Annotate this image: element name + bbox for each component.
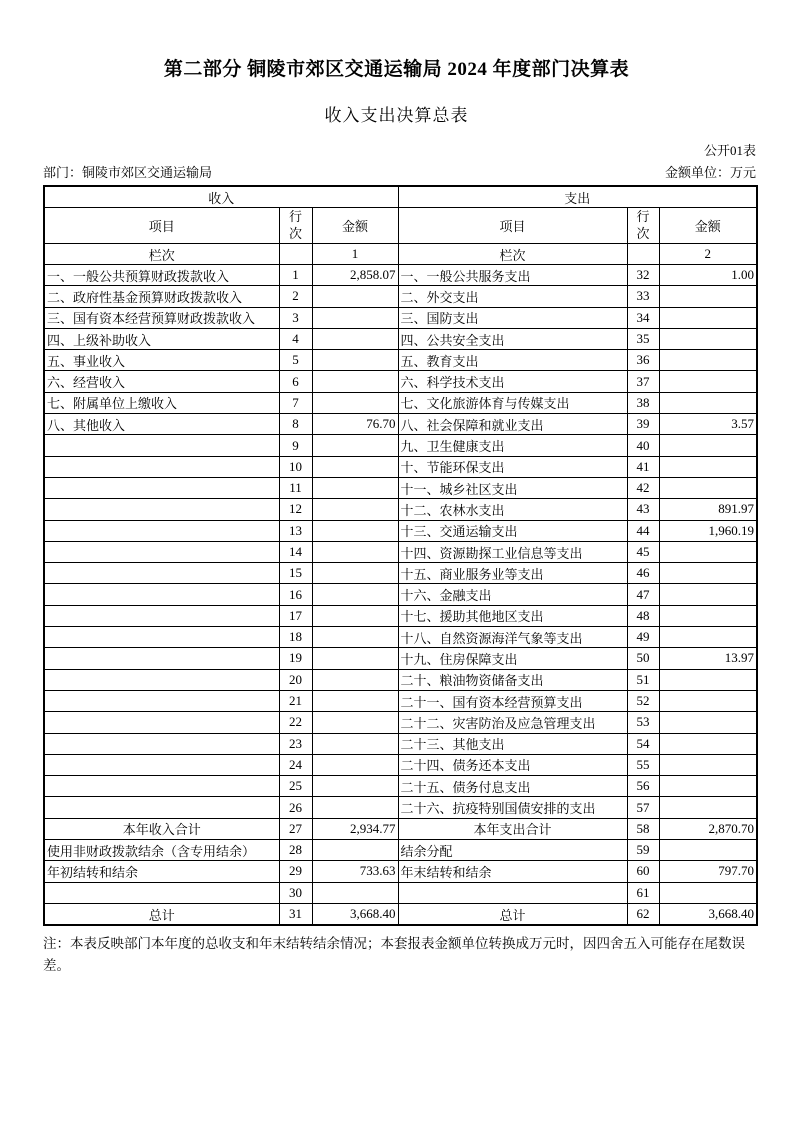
income-line-cell: 26 bbox=[279, 797, 312, 818]
expense-item-cell: 二十三、其他支出 bbox=[398, 733, 627, 754]
income-amount-cell bbox=[312, 882, 398, 903]
expense-amount-cell: 891.97 bbox=[659, 499, 757, 520]
section-header-row bbox=[44, 186, 757, 208]
expense-item-cell: 十、节能环保支出 bbox=[398, 456, 627, 477]
expense-line-cell: 37 bbox=[627, 371, 659, 392]
income-item-cell bbox=[44, 584, 279, 605]
expense-amount-cell bbox=[659, 840, 757, 861]
expense-column-index-line bbox=[627, 244, 659, 265]
income-line-cell: 29 bbox=[279, 861, 312, 882]
expense-item-cell: 二十五、债务付息支出 bbox=[398, 776, 627, 797]
expense-item-cell: 十五、商业服务业等支出 bbox=[398, 563, 627, 584]
income-line-cell: 23 bbox=[279, 733, 312, 754]
income-line-cell: 9 bbox=[279, 435, 312, 456]
expense-line-header-label: 行次 bbox=[636, 209, 650, 241]
table-row bbox=[44, 435, 757, 456]
expense-line-cell: 56 bbox=[627, 776, 659, 797]
income-amount-cell: 2,858.07 bbox=[312, 265, 398, 286]
expense-amount-cell bbox=[659, 712, 757, 733]
expense-item-cell: 十二、农林水支出 bbox=[398, 499, 627, 520]
expense-amount-cell bbox=[659, 541, 757, 562]
table-meta bbox=[43, 140, 756, 181]
expense-line-cell: 32 bbox=[627, 265, 659, 286]
expense-amount-cell bbox=[659, 392, 757, 413]
table-row bbox=[44, 776, 757, 797]
expense-item-cell: 十一、城乡社区支出 bbox=[398, 477, 627, 498]
table-row bbox=[44, 754, 757, 775]
expense-item-cell: 十八、自然资源海洋气象等支出 bbox=[398, 627, 627, 648]
income-amount-cell bbox=[312, 627, 398, 648]
income-amount-cell bbox=[312, 328, 398, 349]
expense-amount-cell bbox=[659, 690, 757, 711]
income-amount-cell bbox=[312, 477, 398, 498]
income-line-header-label: 行次 bbox=[288, 209, 302, 241]
expense-line-cell: 60 bbox=[627, 861, 659, 882]
income-item-header: 项目 bbox=[44, 208, 279, 244]
unit-label: 金额单位：万元 bbox=[664, 165, 756, 180]
expense-item-header: 项目 bbox=[398, 208, 627, 244]
expense-amount-cell: 1.00 bbox=[659, 265, 757, 286]
expense-item-cell: 十六、金融支出 bbox=[398, 584, 627, 605]
income-amount-cell: 76.70 bbox=[312, 414, 398, 435]
income-item-cell bbox=[44, 477, 279, 498]
income-item-cell bbox=[44, 669, 279, 690]
expense-item-cell: 二十二、灾害防治及应急管理支出 bbox=[398, 712, 627, 733]
expense-column-index: 2 bbox=[659, 244, 757, 265]
department-label: 部门：铜陵市郊区交通运输局 bbox=[43, 165, 213, 180]
table-row bbox=[44, 840, 757, 861]
income-amount-cell bbox=[312, 563, 398, 584]
income-line-cell: 17 bbox=[279, 605, 312, 626]
expense-amount-cell bbox=[659, 350, 757, 371]
income-item-cell: 五、事业收入 bbox=[44, 350, 279, 371]
income-item-cell: 年初结转和结余 bbox=[44, 861, 279, 882]
table-row bbox=[44, 882, 757, 903]
page-title: 第二部分 铜陵市郊区交通运输局 2024 年度部门决算表 bbox=[163, 59, 630, 80]
expense-amount-cell bbox=[659, 797, 757, 818]
expense-amount-cell bbox=[659, 307, 757, 328]
income-amount-header: 金额 bbox=[312, 208, 398, 244]
table-row bbox=[44, 690, 757, 711]
table-row bbox=[44, 584, 757, 605]
income-item-cell: 使用非财政拨款结余（含专用结余） bbox=[44, 840, 279, 861]
expense-item-cell: 二十六、抗疫特别国债安排的支出 bbox=[398, 797, 627, 818]
income-amount-cell bbox=[312, 669, 398, 690]
table-row bbox=[44, 307, 757, 328]
income-item-cell bbox=[44, 733, 279, 754]
table-row bbox=[44, 605, 757, 626]
income-line-cell: 1 bbox=[279, 265, 312, 286]
expense-line-cell: 54 bbox=[627, 733, 659, 754]
expense-line-cell: 36 bbox=[627, 350, 659, 371]
expense-amount-cell: 3,668.40 bbox=[659, 903, 757, 925]
income-line-cell: 30 bbox=[279, 882, 312, 903]
expense-line-cell: 49 bbox=[627, 627, 659, 648]
income-line-cell: 14 bbox=[279, 541, 312, 562]
table-row bbox=[44, 499, 757, 520]
table-row bbox=[44, 414, 757, 435]
income-amount-cell bbox=[312, 754, 398, 775]
income-line-cell: 19 bbox=[279, 648, 312, 669]
income-line-cell: 31 bbox=[279, 903, 312, 925]
table-row bbox=[44, 648, 757, 669]
expense-item-cell: 结余分配 bbox=[398, 840, 627, 861]
income-item-cell bbox=[44, 797, 279, 818]
income-item-cell bbox=[44, 499, 279, 520]
expense-amount-cell: 1,960.19 bbox=[659, 520, 757, 541]
expense-item-cell: 二十一、国有资本经营预算支出 bbox=[398, 690, 627, 711]
expense-section-header: 支出 bbox=[398, 186, 757, 208]
income-line-cell: 5 bbox=[279, 350, 312, 371]
table-row bbox=[44, 477, 757, 498]
expense-line-cell: 59 bbox=[627, 840, 659, 861]
expense-line-cell: 45 bbox=[627, 541, 659, 562]
column-index-row bbox=[44, 244, 757, 265]
table-row bbox=[44, 818, 757, 839]
income-amount-cell bbox=[312, 392, 398, 413]
income-amount-cell bbox=[312, 605, 398, 626]
income-line-cell: 7 bbox=[279, 392, 312, 413]
expense-item-cell: 九、卫生健康支出 bbox=[398, 435, 627, 456]
table-title: 收入支出决算总表 bbox=[324, 106, 469, 125]
income-amount-cell bbox=[312, 307, 398, 328]
expense-amount-cell bbox=[659, 882, 757, 903]
income-line-cell: 28 bbox=[279, 840, 312, 861]
table-row bbox=[44, 563, 757, 584]
expense-amount-cell bbox=[659, 754, 757, 775]
income-expense-summary-table bbox=[43, 185, 758, 926]
income-item-cell: 八、其他收入 bbox=[44, 414, 279, 435]
expense-line-cell: 38 bbox=[627, 392, 659, 413]
income-item-cell bbox=[44, 776, 279, 797]
income-line-cell: 16 bbox=[279, 584, 312, 605]
income-item-cell: 四、上级补助收入 bbox=[44, 328, 279, 349]
expense-amount-cell bbox=[659, 435, 757, 456]
expense-amount-cell bbox=[659, 456, 757, 477]
expense-item-cell: 四、公共安全支出 bbox=[398, 328, 627, 349]
expense-item-cell: 十九、住房保障支出 bbox=[398, 648, 627, 669]
table-note: 注：本表反映部门本年度的总收支和年末结转结余情况；本套报表金额单位转换成万元时，因四舍五入可能存在尾数误差。 bbox=[43, 936, 745, 973]
expense-item-cell: 二、外交支出 bbox=[398, 286, 627, 307]
expense-line-cell: 47 bbox=[627, 584, 659, 605]
expense-item-cell bbox=[398, 882, 627, 903]
expense-line-cell: 39 bbox=[627, 414, 659, 435]
table-body bbox=[44, 265, 757, 926]
income-amount-cell bbox=[312, 584, 398, 605]
expense-amount-cell bbox=[659, 286, 757, 307]
table-row bbox=[44, 797, 757, 818]
income-line-cell: 20 bbox=[279, 669, 312, 690]
table-row bbox=[44, 520, 757, 541]
expense-line-cell: 51 bbox=[627, 669, 659, 690]
table-row bbox=[44, 265, 757, 286]
expense-amount-cell: 2,870.70 bbox=[659, 818, 757, 839]
income-item-cell: 七、附属单位上缴收入 bbox=[44, 392, 279, 413]
expense-line-cell: 58 bbox=[627, 818, 659, 839]
expense-item-cell: 一、一般公共服务支出 bbox=[398, 265, 627, 286]
income-item-cell bbox=[44, 435, 279, 456]
expense-line-cell: 46 bbox=[627, 563, 659, 584]
income-item-cell: 二、政府性基金预算财政拨款收入 bbox=[44, 286, 279, 307]
income-amount-cell bbox=[312, 350, 398, 371]
expense-amount-cell bbox=[659, 563, 757, 584]
expense-item-cell: 六、科学技术支出 bbox=[398, 371, 627, 392]
expense-amount-cell: 13.97 bbox=[659, 648, 757, 669]
income-column-index-line bbox=[279, 244, 312, 265]
income-item-cell bbox=[44, 605, 279, 626]
income-line-header bbox=[279, 208, 312, 244]
income-line-cell: 25 bbox=[279, 776, 312, 797]
income-amount-cell bbox=[312, 541, 398, 562]
income-line-cell: 11 bbox=[279, 477, 312, 498]
income-item-cell bbox=[44, 456, 279, 477]
income-line-cell: 10 bbox=[279, 456, 312, 477]
expense-item-cell: 三、国防支出 bbox=[398, 307, 627, 328]
income-item-cell bbox=[44, 712, 279, 733]
table-row bbox=[44, 712, 757, 733]
expense-line-cell: 53 bbox=[627, 712, 659, 733]
income-item-cell bbox=[44, 627, 279, 648]
income-amount-cell: 733.63 bbox=[312, 861, 398, 882]
income-amount-cell bbox=[312, 286, 398, 307]
income-line-cell: 18 bbox=[279, 627, 312, 648]
income-amount-cell bbox=[312, 456, 398, 477]
expense-amount-cell bbox=[659, 669, 757, 690]
income-amount-cell: 3,668.40 bbox=[312, 903, 398, 925]
income-item-cell: 本年收入合计 bbox=[44, 818, 279, 839]
income-amount-cell bbox=[312, 797, 398, 818]
table-row bbox=[44, 371, 757, 392]
expense-line-header bbox=[627, 208, 659, 244]
income-line-cell: 13 bbox=[279, 520, 312, 541]
expense-amount-header: 金额 bbox=[659, 208, 757, 244]
expense-line-cell: 57 bbox=[627, 797, 659, 818]
expense-line-cell: 34 bbox=[627, 307, 659, 328]
income-amount-cell bbox=[312, 712, 398, 733]
expense-line-cell: 41 bbox=[627, 456, 659, 477]
table-row bbox=[44, 286, 757, 307]
expense-amount-cell bbox=[659, 584, 757, 605]
income-amount-cell bbox=[312, 520, 398, 541]
income-item-cell bbox=[44, 520, 279, 541]
expense-line-cell: 44 bbox=[627, 520, 659, 541]
expense-amount-cell bbox=[659, 605, 757, 626]
expense-amount-cell: 3.57 bbox=[659, 414, 757, 435]
income-item-cell: 六、经营收入 bbox=[44, 371, 279, 392]
expense-line-cell: 52 bbox=[627, 690, 659, 711]
expense-amount-cell bbox=[659, 776, 757, 797]
income-line-cell: 24 bbox=[279, 754, 312, 775]
expense-item-cell: 五、教育支出 bbox=[398, 350, 627, 371]
table-row bbox=[44, 733, 757, 754]
income-item-cell bbox=[44, 563, 279, 584]
expense-line-cell: 43 bbox=[627, 499, 659, 520]
expense-line-cell: 48 bbox=[627, 605, 659, 626]
table-row bbox=[44, 350, 757, 371]
expense-amount-cell bbox=[659, 371, 757, 392]
income-item-cell: 一、一般公共预算财政拨款收入 bbox=[44, 265, 279, 286]
income-line-cell: 6 bbox=[279, 371, 312, 392]
table-row bbox=[44, 541, 757, 562]
table-row bbox=[44, 669, 757, 690]
table-row bbox=[44, 903, 757, 925]
table-row bbox=[44, 627, 757, 648]
income-item-cell bbox=[44, 648, 279, 669]
expense-amount-cell bbox=[659, 328, 757, 349]
income-amount-cell bbox=[312, 690, 398, 711]
income-amount-cell bbox=[312, 648, 398, 669]
expense-line-cell: 61 bbox=[627, 882, 659, 903]
income-line-cell: 12 bbox=[279, 499, 312, 520]
table-row bbox=[44, 328, 757, 349]
income-line-cell: 21 bbox=[279, 690, 312, 711]
column-header-row bbox=[44, 208, 757, 244]
income-section-header: 收入 bbox=[44, 186, 398, 208]
expense-column-index-label: 栏次 bbox=[398, 244, 627, 265]
table-code: 公开01表 bbox=[703, 143, 756, 158]
income-amount-cell bbox=[312, 371, 398, 392]
expense-amount-cell: 797.70 bbox=[659, 861, 757, 882]
income-line-cell: 8 bbox=[279, 414, 312, 435]
income-line-cell: 15 bbox=[279, 563, 312, 584]
income-amount-cell bbox=[312, 733, 398, 754]
income-item-cell bbox=[44, 754, 279, 775]
income-line-cell: 4 bbox=[279, 328, 312, 349]
expense-item-cell: 二十四、债务还本支出 bbox=[398, 754, 627, 775]
income-column-index-label: 栏次 bbox=[44, 244, 279, 265]
expense-line-cell: 35 bbox=[627, 328, 659, 349]
expense-item-cell: 二十、粮油物资储备支出 bbox=[398, 669, 627, 690]
expense-line-cell: 33 bbox=[627, 286, 659, 307]
income-amount-cell bbox=[312, 776, 398, 797]
income-amount-cell: 2,934.77 bbox=[312, 818, 398, 839]
expense-item-cell: 七、文化旅游体育与传媒支出 bbox=[398, 392, 627, 413]
table-row bbox=[44, 392, 757, 413]
expense-amount-cell bbox=[659, 733, 757, 754]
expense-line-cell: 40 bbox=[627, 435, 659, 456]
income-item-cell bbox=[44, 882, 279, 903]
income-item-cell bbox=[44, 690, 279, 711]
expense-item-cell: 八、社会保障和就业支出 bbox=[398, 414, 627, 435]
expense-amount-cell bbox=[659, 477, 757, 498]
income-amount-cell bbox=[312, 840, 398, 861]
expense-item-cell: 十四、资源勘探工业信息等支出 bbox=[398, 541, 627, 562]
income-line-cell: 27 bbox=[279, 818, 312, 839]
table-row bbox=[44, 861, 757, 882]
expense-amount-cell bbox=[659, 627, 757, 648]
income-item-cell: 三、国有资本经营预算财政拨款收入 bbox=[44, 307, 279, 328]
expense-item-cell: 十三、交通运输支出 bbox=[398, 520, 627, 541]
income-item-cell bbox=[44, 541, 279, 562]
income-line-cell: 3 bbox=[279, 307, 312, 328]
expense-item-cell: 年末结转和结余 bbox=[398, 861, 627, 882]
expense-line-cell: 42 bbox=[627, 477, 659, 498]
expense-item-cell: 十七、援助其他地区支出 bbox=[398, 605, 627, 626]
table-row bbox=[44, 456, 757, 477]
expense-line-cell: 55 bbox=[627, 754, 659, 775]
income-item-cell: 总计 bbox=[44, 903, 279, 925]
income-line-cell: 2 bbox=[279, 286, 312, 307]
expense-line-cell: 50 bbox=[627, 648, 659, 669]
income-amount-cell bbox=[312, 435, 398, 456]
expense-line-cell: 62 bbox=[627, 903, 659, 925]
income-amount-cell bbox=[312, 499, 398, 520]
expense-item-cell: 总计 bbox=[398, 903, 627, 925]
income-column-index: 1 bbox=[312, 244, 398, 265]
expense-item-cell: 本年支出合计 bbox=[398, 818, 627, 839]
income-line-cell: 22 bbox=[279, 712, 312, 733]
